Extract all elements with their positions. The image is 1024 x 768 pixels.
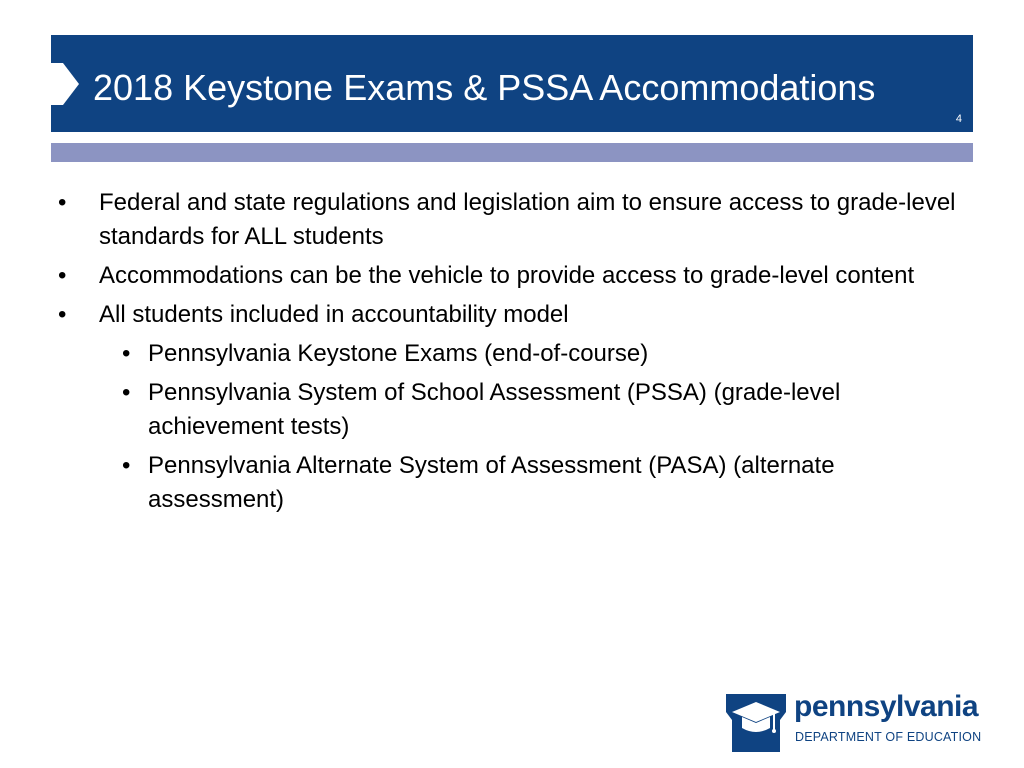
accent-bar [51,143,973,162]
slide-title: 2018 Keystone Exams & PSSA Accommodations [93,67,876,108]
bullet-text: Federal and state regulations and legislation aim to ensure access to grade-level standards for ALL students [99,189,956,250]
keystone-mortarboard-icon [724,690,788,754]
bullet-list [58,186,958,522]
slide-number: 4 [955,113,962,125]
sub-bullet-item [122,449,958,517]
sub-bullet-dot: • [122,452,131,479]
bullet-dot: • [58,189,67,216]
bullet-item [58,186,958,254]
bullet-item [58,259,958,293]
sub-bullet-item [122,337,958,371]
bullet-text: All students included in accountability model [99,301,569,328]
bullet-item [58,298,958,332]
sub-bullet-text: Pennsylvania Alternate System of Assessment (PASA) (alternate assessment) [148,452,835,513]
sub-bullet-dot: • [122,340,131,367]
sub-bullet-group [58,337,958,517]
logo-subtitle: DEPARTMENT OF EDUCATION [795,730,982,744]
logo-name: pennsylvania [794,690,979,723]
sub-bullet-text: Pennsylvania Keystone Exams (end-of-course) [148,340,649,367]
sub-bullet-list [122,337,958,517]
chevron-right-icon [51,35,91,132]
sub-bullet-dot: • [122,379,131,406]
sub-bullet-text: Pennsylvania System of School Assessment (PSSA) (grade-level achievement tests) [148,379,841,440]
title-bar [51,35,973,132]
bullet-text: Accommodations can be the vehicle to provide access to grade-level content [99,262,915,289]
pa-education-logo [724,690,984,756]
bullet-dot: • [58,262,67,289]
bullet-dot: • [58,301,67,328]
sub-bullet-item [122,376,958,444]
